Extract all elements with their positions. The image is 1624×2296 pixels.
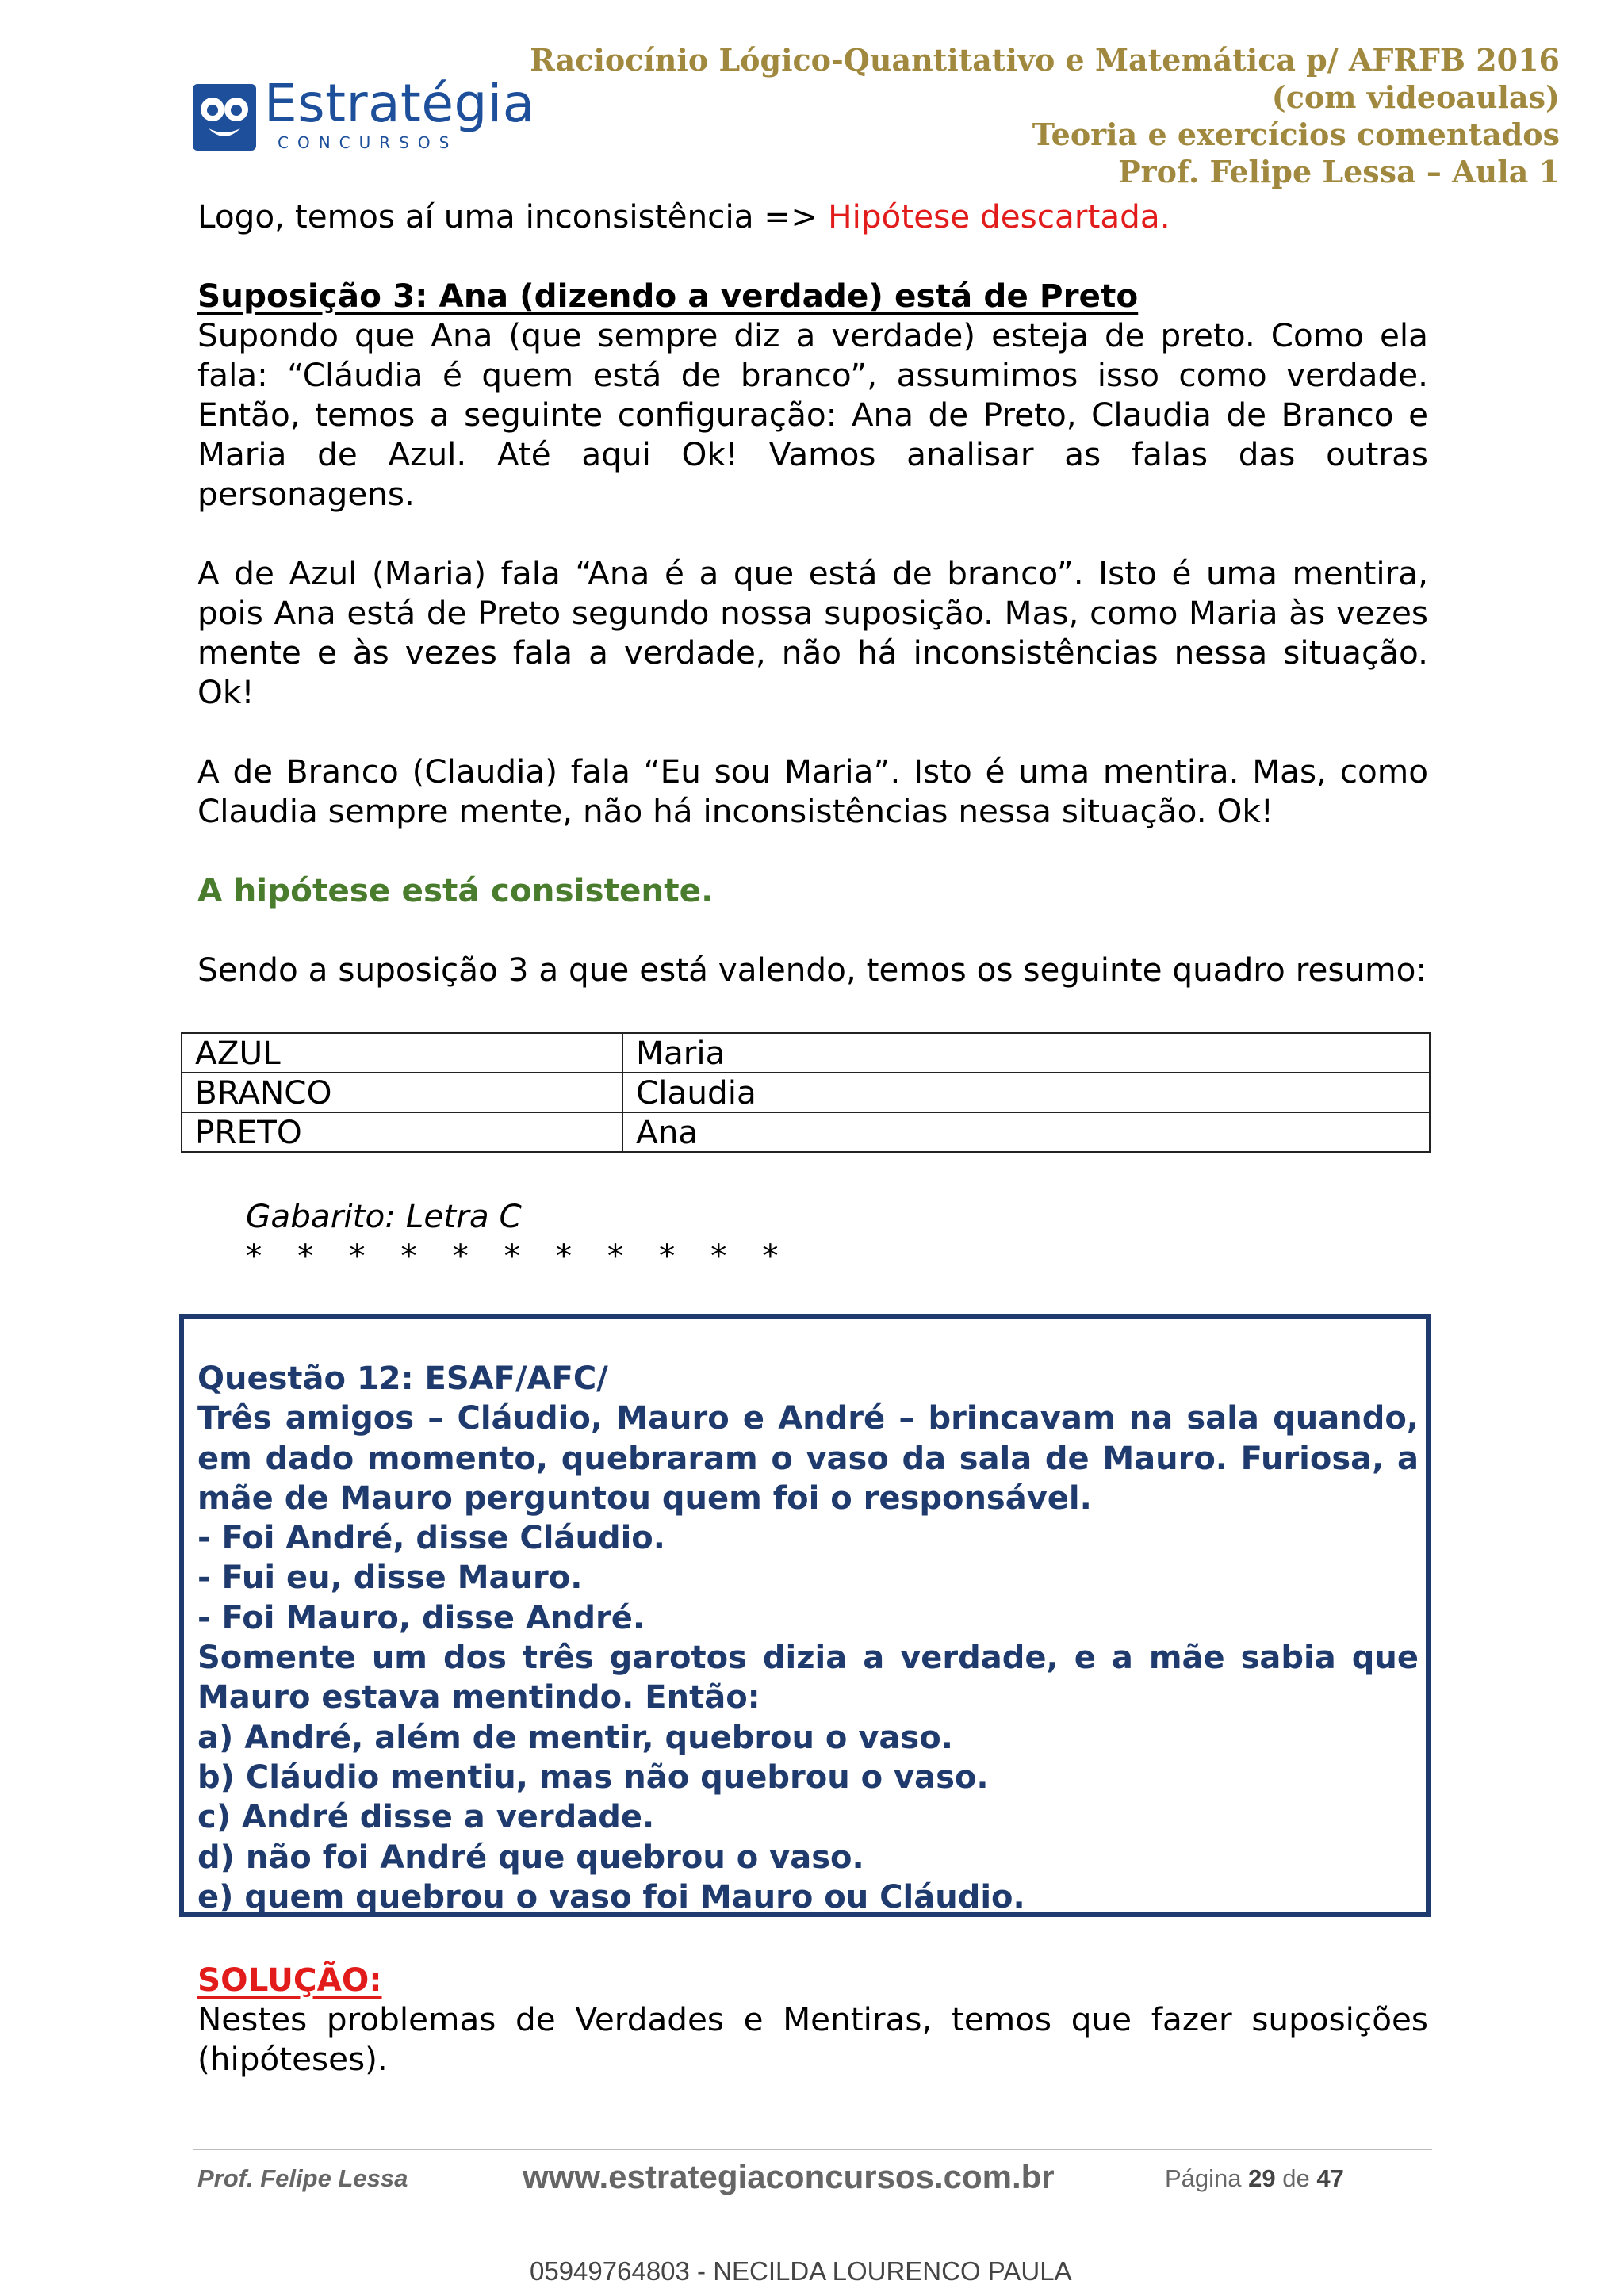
solution-text: Nestes problemas de Verdades e Mentiras, temos que fazer suposições (hipóteses). [197,2000,1428,2078]
course-title: Raciocínio Lógico-Quantitativo e Matemática p/ AFRFB 2016 [530,42,1560,78]
page-current: 29 [1248,2164,1276,2192]
page-total: 47 [1316,2164,1344,2192]
paragraph-supposition: Supondo que Ana (que sempre diz a verdade) esteja de preto. Como ela fala: “Cláudia é quem está de branco”, assumimos isso como verdade. Então, temos a seguinte configuração: Ana de Preto, Claudia de Branco e Maria de Azul. Até aqui Ok! Vamos analisar as falas das outras personagens. [197,316,1428,513]
quote-item: - Foi André, disse Cláudio. [197,1520,665,1557]
logo-wordmark: Estratégia [264,73,535,134]
separator-stars: * * * * * * * * * * * [246,1237,791,1275]
table-row [182,1112,1430,1152]
summary-intro: Sendo a suposição 3 a que está valendo, temos os seguinte quadro resumo: [197,951,1427,989]
conclusion-text: Logo, temos aí uma inconsistência => [197,197,818,235]
lesson-label: Prof. Felipe Lessa – Aula 1 [1118,154,1560,189]
question-content [197,1359,1419,1917]
section-heading: Suposição 3: Ana (dizendo a verdade) está de Preto [197,277,1139,315]
course-header [530,41,1560,190]
page-number [1165,2164,1344,2193]
question-stem-2: Somente um dos três garotos dizia a verdade, e a mãe sabia que Mauro estava mentindo. Então: [197,1640,1419,1716]
option-d: d) não foi André que quebrou o vaso. [197,1839,864,1876]
table-cell: AZUL [182,1033,622,1073]
hypothesis-discarded: Hipótese descartada. [828,197,1170,235]
option-e: e) quem quebrou o vaso foi Mauro ou Cláudio. [197,1878,1025,1915]
footer-divider [193,2149,1432,2150]
license-id-line: 05949764803 - NECILDA LOURENCO PAULA [530,2256,1072,2286]
question-stem: Três amigos – Cláudio, Mauro e André – brincavam na sala quando, em dado momento, quebraram o vaso da sala de Mauro. Furiosa, a mãe de Mauro perguntou quem foi o responsável. [197,1400,1419,1517]
table-cell: PRETO [182,1112,622,1152]
footer-url-link[interactable]: www.estrategiaconcursos.com.br [523,2158,1055,2195]
paragraph-claudia: A de Branco (Claudia) fala “Eu sou Maria”. Isto é uma mentira. Mas, como Claudia sempre mente, não há inconsistências nessa situação. Ok! [197,752,1428,830]
option-a: a) André, além de mentir, quebrou o vaso. [197,1719,953,1756]
table-row [182,1073,1430,1112]
quote-item: - Fui eu, disse Mauro. [197,1559,583,1597]
course-subtitle: (com videoaulas) [1271,79,1560,115]
paragraph-maria: A de Azul (Maria) fala “Ana é a que está de branco”. Isto é uma mentira, pois Ana está de Preto segundo nossa suposição. Mas, como Maria às vezes mente e às vezes fala a verdade, não há inconsistências nessa situação. Ok! [197,554,1428,711]
solution-heading: SOLUÇÃO: [197,1961,382,1999]
estrategia-logo [193,73,565,159]
logo-subtitle: CONCURSOS [278,133,458,152]
table-cell: Ana [622,1112,1430,1152]
summary-table [181,1032,1431,1153]
consistency-statement: A hipótese está consistente. [197,871,714,909]
owl-logo-icon [193,84,256,151]
table-cell: Claudia [622,1073,1430,1112]
option-c: c) André disse a verdade. [197,1799,655,1836]
question-title: Questão 12: ESAF/AFC/ [197,1360,608,1397]
table-row [182,1033,1430,1073]
conclusion-line [197,197,1428,236]
quote-item: - Foi Mauro, disse André. [197,1599,645,1636]
table-cell: BRANCO [182,1073,622,1112]
answer-key: Gabarito: Letra C [246,1197,522,1235]
table-cell: Maria [622,1033,1430,1073]
page-of: de [1282,2164,1310,2192]
course-description: Teoria e exercícios comentados [1032,117,1560,152]
page-label: Página [1165,2164,1242,2192]
footer-author: Prof. Felipe Lessa [197,2164,408,2192]
option-b: b) Cláudio mentiu, mas não quebrou o vaso. [197,1758,989,1796]
